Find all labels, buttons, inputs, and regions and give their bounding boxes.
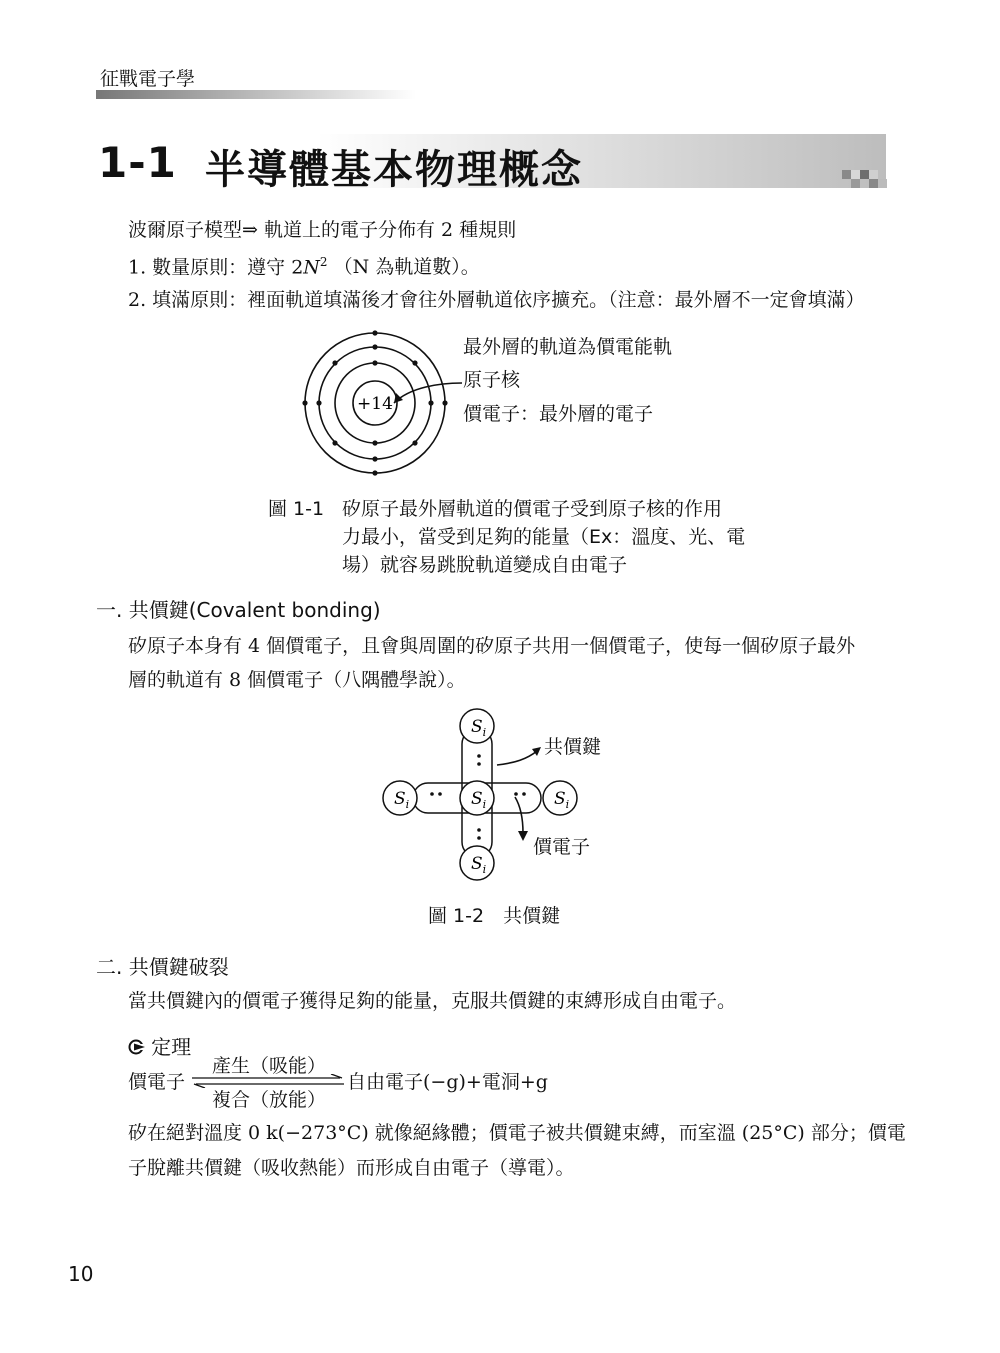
paragraph-line: 層的軌道有 8 個價電子（八隅體學說）。 <box>128 669 466 691</box>
theorem-label <box>128 1031 191 1060</box>
book-title: 征戰電子學 <box>100 68 196 90</box>
annotation-outer-orbit: 最外層的軌道為價電能軌 <box>463 336 673 358</box>
arrow-circle-icon <box>128 1038 146 1056</box>
rule-quantity <box>128 256 480 277</box>
decor-square <box>860 170 869 179</box>
page-number: 10 <box>68 1262 94 1286</box>
atom-subscript: i <box>482 798 487 811</box>
paragraph-line: 子脫離共價鍵（吸收熱能）而形成自由電子（導電）。 <box>128 1157 575 1179</box>
label-valence-electron: 價電子 <box>533 836 591 858</box>
equilibrium-arrows <box>190 1074 346 1088</box>
equation-left: 價電子 <box>128 1071 186 1093</box>
section-heading-covalent: 一. 共價鍵(Covalent bonding) <box>96 598 381 622</box>
annotation-valence: 價電子：最外層的電子 <box>463 403 654 425</box>
figure2-caption: 圖 1-2 共價鍵 <box>428 905 561 927</box>
figure1-caption-number: 圖 1-1 <box>268 498 325 520</box>
decor-square <box>869 170 878 179</box>
intro-line: 波爾原子模型⇒ 軌道上的電子分佈有 2 種規則 <box>128 219 517 241</box>
electron-arrow <box>515 797 523 833</box>
rule1-sup: 2 <box>319 255 328 269</box>
bond-arrow <box>497 751 537 765</box>
electron-arrowhead <box>518 831 528 841</box>
atom-subscript: i <box>482 726 487 739</box>
paragraph-line: 矽原子本身有 4 個價電子，且會與周圍的矽原子共用一個價電子，使每一個矽原子最外 <box>128 635 856 657</box>
section-heading-bond-break: 二. 共價鍵破裂 <box>96 955 229 979</box>
rule-filling: 2. 填滿原則：裡面軌道填滿後才會往外層軌道依序擴充。（注意：最外層不一定會填滿） <box>128 289 865 311</box>
header-bar <box>96 90 416 99</box>
paragraph-line: 矽在絕對溫度 0 k(−273°C) 就像絕緣體；價電子被共價鍵束縛，而室溫 (25°C) 部分；價電 <box>128 1122 906 1144</box>
atom-letter: S <box>554 789 566 809</box>
atom-letter: S <box>471 854 483 874</box>
equation-bottom: 複合（放能） <box>212 1089 327 1111</box>
nucleus-arrow <box>394 383 462 403</box>
theorem-text: 定理 <box>151 1035 192 1059</box>
atom-subscript: i <box>405 798 410 811</box>
nucleus-label: +14 <box>357 394 393 414</box>
section-title: 半導體基本物理概念 <box>205 146 583 193</box>
label-covalent-bond: 共價鍵 <box>544 736 602 758</box>
rule1-suffix: （N 為軌道數）。 <box>333 256 480 279</box>
equation-right: 自由電子(−g)+電洞+g <box>347 1071 548 1093</box>
figure-covalent-bond <box>375 703 645 883</box>
figure1-caption-line: 力最小，當受到足夠的能量（Ex：溫度、光、電 <box>342 526 746 548</box>
figure1-caption-line: 場）就容易跳脫軌道變成自由電子 <box>342 554 628 576</box>
paragraph-line: 當共價鍵內的價電子獲得足夠的能量，克服共價鍵的束縛形成自由電子。 <box>128 990 737 1012</box>
atom-letter: S <box>471 717 483 737</box>
rule1-prefix: 1. 數量原則：遵守 2 <box>128 256 304 279</box>
decor-square <box>878 179 887 188</box>
bond-arrowhead <box>532 747 541 756</box>
decor-square <box>851 179 860 188</box>
atom-subscript: i <box>565 798 570 811</box>
atom-letter: S <box>394 789 406 809</box>
decor-square <box>851 170 860 179</box>
atom-letter: S <box>471 789 483 809</box>
decor-square <box>842 170 851 179</box>
decor-square <box>869 179 878 188</box>
annotation-nucleus: 原子核 <box>463 369 521 391</box>
rule1-var: N <box>303 256 320 279</box>
section-number: 1-1 <box>98 138 177 187</box>
equation-top: 產生（吸能） <box>212 1055 327 1077</box>
figure1-caption-line: 矽原子最外層軌道的價電子受到原子核的作用 <box>342 498 723 520</box>
atom-subscript: i <box>482 863 487 876</box>
